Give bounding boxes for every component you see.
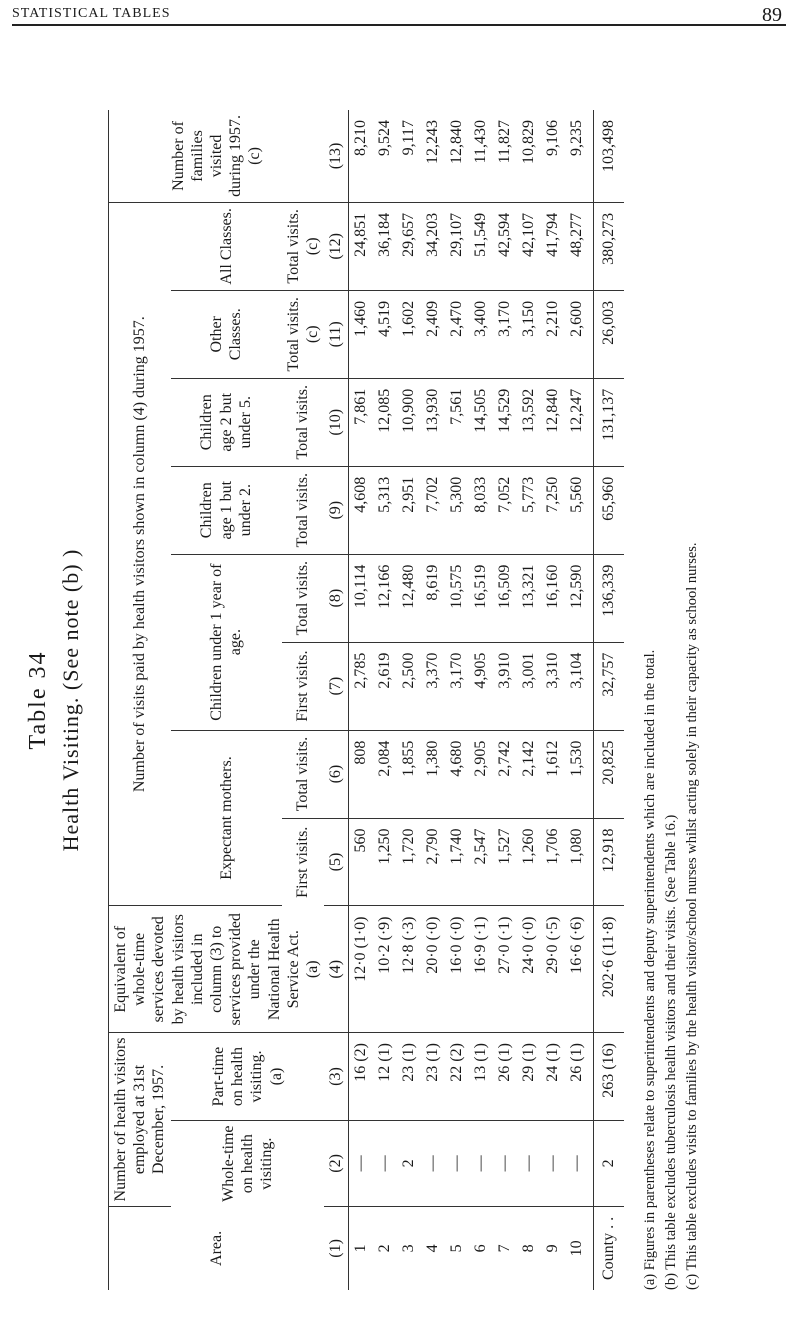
whole-time-header: Whole-time on health visiting. [219, 1125, 275, 1202]
c1-total-cell: 8,619 [421, 554, 445, 642]
em-first-cell: 1,740 [445, 818, 469, 906]
c12-total-cell: 5,313 [373, 466, 397, 554]
area-cell: 1 [352, 1244, 370, 1253]
all-total-cell: 41,794 [541, 202, 565, 290]
c25-total-cell: 7,561 [445, 378, 469, 466]
col-number: (9) [324, 466, 349, 554]
c1-total-cell: 12,166 [373, 554, 397, 642]
c12-total-cell: 4,608 [349, 466, 374, 554]
other-total-note: (c) [303, 325, 321, 344]
table-title: Table 34 [25, 650, 51, 750]
table-row [541, 110, 565, 1290]
c1-total-cell: 10,575 [445, 554, 469, 642]
c25-total-cell: 10,900 [397, 378, 421, 466]
part-time-cell: 13 (1) [469, 1033, 493, 1121]
whole-time-cell: — [541, 1121, 565, 1207]
part-time-cell: 26 (1) [493, 1033, 517, 1121]
part-time-cell: 29 (1) [517, 1033, 541, 1121]
c1-total-visits-header: Total visits. [282, 554, 324, 642]
c1-first-cell: 3,370 [421, 642, 445, 730]
visits-group-header: Number of visits paid by health visitors shown in column (4) during 1957. [109, 202, 171, 906]
table-subtitle [58, 110, 84, 1290]
expectant-mothers-header: Expectant mothers. [171, 730, 282, 906]
all-total-cell: 29,107 [445, 202, 469, 290]
all-total-cell: 34,203 [421, 202, 445, 290]
other-total-cell: 26,003 [594, 290, 625, 378]
table-row [565, 110, 594, 1290]
part-time-cell: 22 (2) [445, 1033, 469, 1121]
c1-first-cell: 32,757 [594, 642, 625, 730]
page-number: 89 [762, 4, 782, 26]
whole-time-cell: 2 [594, 1121, 625, 1207]
col-number: (5) [324, 818, 349, 906]
all-total-cell: 36,184 [373, 202, 397, 290]
families-cell: 8,210 [349, 110, 374, 202]
other-classes-header: Other Classes. [171, 290, 282, 378]
col-number: (7) [324, 642, 349, 730]
c1-total-cell: 16,509 [493, 554, 517, 642]
c1-first-cell: 4,905 [469, 642, 493, 730]
equiv-cell: 202·6 (11·8) [594, 906, 625, 1033]
families-cell: 12,840 [445, 110, 469, 202]
table-row [421, 110, 445, 1290]
footnote: (a) Figures in parentheses relate to superintendents and deputy superintendents which are included in the total. [642, 649, 658, 1290]
all-total-note: (c) [303, 237, 321, 256]
area-cell: 3 [400, 1244, 418, 1253]
col-number: (11) [324, 290, 349, 378]
em-first-cell: 1,527 [493, 818, 517, 906]
c1-first-cell: 3,910 [493, 642, 517, 730]
c12-total-cell: 5,773 [517, 466, 541, 554]
c25-total-cell: 7,861 [349, 378, 374, 466]
equiv-cell: 16·9 (·1) [469, 906, 493, 1033]
all-total-cell: 380,273 [594, 202, 625, 290]
whole-time-cell: — [373, 1121, 397, 1207]
area-cell: 7 [496, 1244, 514, 1253]
families-cell: 9,524 [373, 110, 397, 202]
area-cell: 10 [568, 1240, 586, 1257]
col-number: (12) [324, 202, 349, 290]
em-total-visits-header: Total visits. [282, 730, 324, 818]
col-number: (4) [324, 906, 349, 1033]
em-total-cell: 1,380 [421, 730, 445, 818]
equiv-cell: 29·0 (·5) [541, 906, 565, 1033]
col-number: (8) [324, 554, 349, 642]
c1-total-cell: 136,339 [594, 554, 625, 642]
em-first-visits-header: First visits. [294, 826, 312, 898]
c1-total-cell: 16,519 [469, 554, 493, 642]
staff-group-header: Number of health visitors employed at 31st December, 1957. [109, 1033, 171, 1207]
families-header-text: Number of families visited during 1957. [169, 115, 245, 197]
em-total-cell: 4,680 [445, 730, 469, 818]
other-total-cell: 2,600 [565, 290, 594, 378]
part-time-header [171, 1033, 325, 1121]
em-first-cell: 1,260 [517, 818, 541, 906]
other-total-cell: 3,150 [517, 290, 541, 378]
all-total-cell: 42,107 [517, 202, 541, 290]
c1-first-cell: 2,785 [349, 642, 374, 730]
all-total-cell: 42,594 [493, 202, 517, 290]
other-total-cell: 2,470 [445, 290, 469, 378]
area-cell: 8 [520, 1244, 538, 1253]
all-total-cell: 51,549 [469, 202, 493, 290]
em-first-cell: 1,706 [541, 818, 565, 906]
equiv-cell: 27·0 (·1) [493, 906, 517, 1033]
em-first-cell: 560 [349, 818, 374, 906]
em-total-cell: 1,612 [541, 730, 565, 818]
part-time-cell: 263 (16) [594, 1033, 625, 1121]
em-total-cell: 20,825 [594, 730, 625, 818]
equiv-header-text: Equivalent of whole-time services devoted by health visitors included in column (3) to services provided under the National Health Service Act. [112, 913, 302, 1026]
area-cell: 2 [376, 1244, 394, 1253]
area-cell: 4 [424, 1244, 442, 1253]
c25-total-cell: 12,085 [373, 378, 397, 466]
part-time-cell: 16 (2) [349, 1033, 374, 1121]
part-time-cell: 23 (1) [421, 1033, 445, 1121]
c25-total-cell: 14,505 [469, 378, 493, 466]
health-visiting-table [108, 110, 624, 1290]
whole-time-cell: — [493, 1121, 517, 1207]
em-total-cell: 2,742 [493, 730, 517, 818]
children-2-5-header: Children age 2 but under 5. [171, 378, 282, 466]
area-cell: 6 [472, 1244, 490, 1253]
equiv-cell: 24·0 (·0) [517, 906, 541, 1033]
families-cell: 9,235 [565, 110, 594, 202]
families-cell: 11,430 [469, 110, 493, 202]
whole-time-cell: — [517, 1121, 541, 1207]
children-1-2-header: Children age 1 but under 2. [171, 466, 282, 554]
all-total-text: Total visits. [284, 209, 302, 284]
table-row [373, 110, 397, 1290]
whole-time-cell: — [469, 1121, 493, 1207]
c12-total-cell: 65,960 [594, 466, 625, 554]
part-time-cell: 24 (1) [541, 1033, 565, 1121]
col-number: (6) [324, 730, 349, 818]
c25-total-cell: 14,529 [493, 378, 517, 466]
all-total-cell: 24,851 [349, 202, 374, 290]
other-total-cell: 2,409 [421, 290, 445, 378]
c12-total-cell: 7,052 [493, 466, 517, 554]
all-classes-header: All Classes. [171, 202, 282, 290]
em-first-cell: 2,547 [469, 818, 493, 906]
em-first-cell: 1,080 [565, 818, 594, 906]
em-total-cell: 2,142 [517, 730, 541, 818]
c1-total-cell: 13,321 [517, 554, 541, 642]
families-cell: 11,827 [493, 110, 517, 202]
area-cell: 9 [544, 1244, 562, 1253]
c1-first-cell: 3,104 [565, 642, 594, 730]
whole-time-cell: — [349, 1121, 374, 1207]
equiv-cell: 20·0 (·0) [421, 906, 445, 1033]
equiv-cell: 12·0 (1·0) [349, 906, 374, 1033]
em-total-cell: 2,084 [373, 730, 397, 818]
whole-time-cell: — [565, 1121, 594, 1207]
families-cell: 103,498 [594, 110, 625, 202]
c12-total-cell: 5,300 [445, 466, 469, 554]
other-total-cell: 4,519 [373, 290, 397, 378]
other-total-text: Total visits. [284, 297, 302, 372]
col-number: (3) [324, 1033, 349, 1121]
table-name: Health Visiting. [58, 696, 83, 852]
em-total-cell: 2,905 [469, 730, 493, 818]
other-total-cell: 2,210 [541, 290, 565, 378]
other-total-cell: 1,460 [349, 290, 374, 378]
area-cell: 5 [448, 1244, 466, 1253]
table-row [469, 110, 493, 1290]
table-body [349, 110, 625, 1290]
families-cell: 9,106 [541, 110, 565, 202]
c12-total-cell: 5,560 [565, 466, 594, 554]
part-time-cell: 12 (1) [373, 1033, 397, 1121]
part-time-header-note: (a) [267, 1067, 285, 1086]
c1-total-cell: 16,160 [541, 554, 565, 642]
county-total-row [594, 110, 625, 1290]
c25-total-cell: 13,592 [517, 378, 541, 466]
c1-first-cell: 3,001 [517, 642, 541, 730]
em-first-cell: 1,720 [397, 818, 421, 906]
col-number: (2) [324, 1121, 349, 1207]
equiv-cell: 16·6 (·6) [565, 906, 594, 1033]
c12-total-cell: 7,250 [541, 466, 565, 554]
part-time-cell: 26 (1) [565, 1033, 594, 1121]
other-total-cell: 3,400 [469, 290, 493, 378]
c12-total-cell: 7,702 [421, 466, 445, 554]
other-total-visits-header [282, 290, 324, 378]
families-header-note: (c) [246, 147, 264, 165]
c1-first-cell: 2,619 [373, 642, 397, 730]
equiv-header-note: (a) [303, 960, 321, 979]
all-total-cell: 29,657 [397, 202, 421, 290]
em-total-cell: 1,855 [397, 730, 421, 818]
table-row [517, 110, 541, 1290]
table-row [445, 110, 469, 1290]
equiv-cell: 12·8 (·3) [397, 906, 421, 1033]
rotated-table-page [20, 30, 790, 1290]
c1-total-cell: 12,480 [397, 554, 421, 642]
table-row [397, 110, 421, 1290]
area-cell: County . . [594, 1206, 625, 1290]
table-row [493, 110, 517, 1290]
c25-total-cell: 131,137 [594, 378, 625, 466]
c12-total-cell: 8,033 [469, 466, 493, 554]
c1-first-visits-header: First visits. [282, 642, 324, 730]
c1-first-cell: 3,170 [445, 642, 469, 730]
em-first-cell: 12,918 [594, 818, 625, 906]
footnote: (b) This table excludes tuberculosis health visitors and their visits. (See Table 16.) [663, 814, 679, 1290]
header-rule [12, 24, 786, 26]
other-total-cell: 3,170 [493, 290, 517, 378]
c12-total-visits-header: Total visits. [282, 466, 324, 554]
c1-total-cell: 12,590 [565, 554, 594, 642]
em-first-cell: 1,250 [373, 818, 397, 906]
families-cell: 12,243 [421, 110, 445, 202]
equiv-header [109, 906, 325, 1033]
col-number: (10) [324, 378, 349, 466]
running-head: STATISTICAL TABLES [12, 6, 171, 21]
whole-time-cell: — [421, 1121, 445, 1207]
families-cell: 10,829 [517, 110, 541, 202]
part-time-cell: 23 (1) [397, 1033, 421, 1121]
whole-time-cell: — [445, 1121, 469, 1207]
equiv-cell: 10·2 (·9) [373, 906, 397, 1033]
c25-total-cell: 12,247 [565, 378, 594, 466]
area-header: Area. [109, 1206, 325, 1290]
children-under-1-header: Children under 1 year of age. [171, 554, 282, 730]
c12-total-cell: 2,951 [397, 466, 421, 554]
other-total-cell: 1,602 [397, 290, 421, 378]
col-number: (1) [324, 1206, 349, 1290]
c1-first-cell: 2,500 [397, 642, 421, 730]
c1-first-cell: 3,310 [541, 642, 565, 730]
col-number: (13) [324, 110, 349, 202]
all-total-visits-header [282, 202, 324, 290]
families-header [109, 110, 325, 202]
c25-total-cell: 13,930 [421, 378, 445, 466]
footnotes [640, 542, 703, 1290]
table-row [349, 110, 374, 1290]
em-first-cell: 2,790 [421, 818, 445, 906]
footnote: (c) This table excludes visits to families by the health visitor/school nurses whilst acting solely in their capacity as school nurses. [684, 542, 700, 1290]
em-total-cell: 1,530 [565, 730, 594, 818]
all-total-cell: 48,277 [565, 202, 594, 290]
table-note-ref: (See note (b) ) [58, 548, 83, 691]
equiv-cell: 16·0 (·0) [445, 906, 469, 1033]
c1-total-cell: 10,114 [349, 554, 374, 642]
c25-total-cell: 12,840 [541, 378, 565, 466]
whole-time-cell: 2 [397, 1121, 421, 1207]
em-total-cell: 808 [349, 730, 374, 818]
part-time-header-text: Part-time on health visiting. [209, 1046, 266, 1107]
c25-total-visits-header: Total visits. [282, 378, 324, 466]
families-cell: 9,117 [397, 110, 421, 202]
